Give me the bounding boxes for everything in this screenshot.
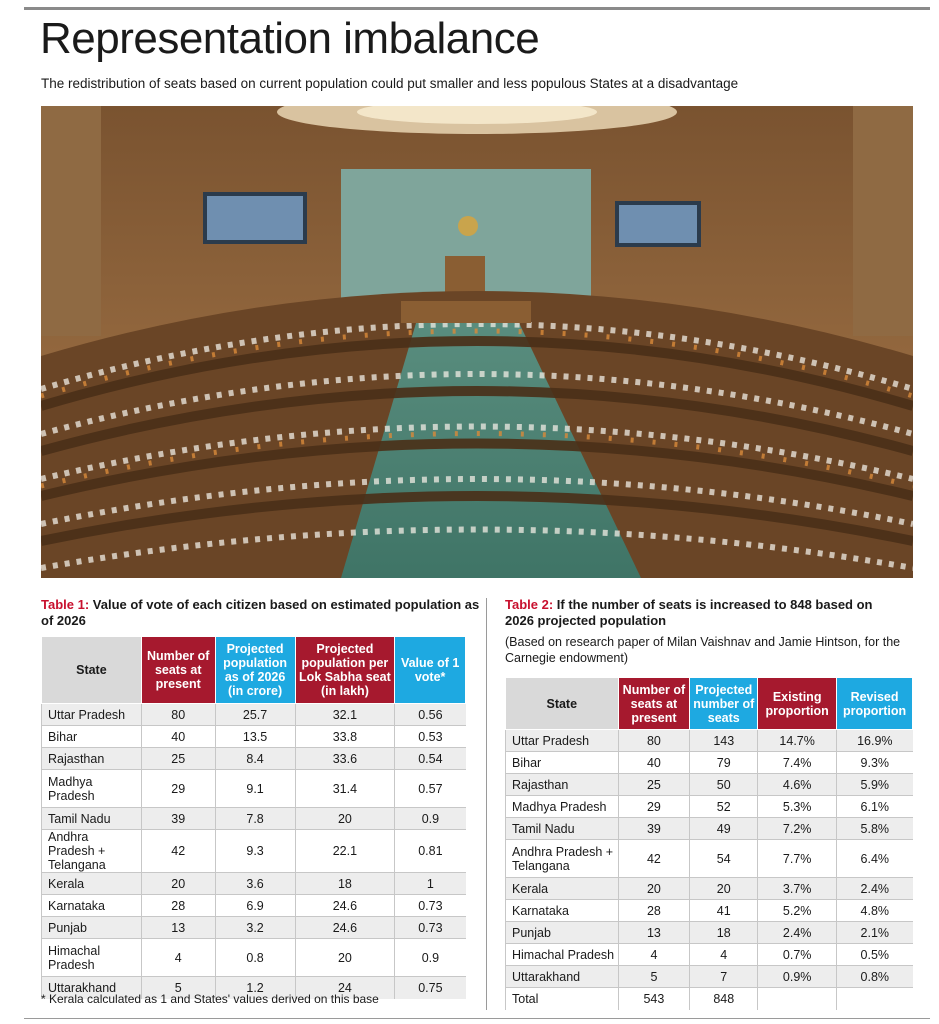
state-cell: Uttarakhand	[42, 977, 142, 999]
value-cell: 42	[618, 840, 690, 878]
value-cell: 0.73	[395, 895, 466, 917]
table-row	[42, 939, 466, 977]
state-cell: Tamil Nadu	[506, 818, 619, 840]
table-row	[506, 818, 913, 840]
value-cell: 848	[690, 988, 758, 1010]
value-cell: 6.1%	[837, 796, 913, 818]
value-cell: 5	[141, 977, 215, 999]
value-cell: 8.4	[215, 748, 295, 770]
table-row	[506, 796, 913, 818]
table-row	[506, 878, 913, 900]
table1-label: Table 1:	[41, 597, 90, 612]
value-cell: 7.8	[215, 808, 295, 830]
value-cell: 1	[395, 873, 466, 895]
value-cell: 32.1	[295, 704, 395, 726]
table1-header-per-seat: Projected population per Lok Sabha seat (in lakh)	[295, 637, 395, 704]
value-cell: 29	[618, 796, 690, 818]
state-cell: Uttar Pradesh	[42, 704, 142, 726]
table-row	[42, 873, 466, 895]
state-cell: Andhra Pradesh + Telangana	[506, 840, 619, 878]
table1-header-seats: Number of seats at present	[141, 637, 215, 704]
state-cell: Rajasthan	[42, 748, 142, 770]
value-cell: 9.3	[215, 830, 295, 873]
table-row	[506, 752, 913, 774]
value-cell: 4	[141, 939, 215, 977]
state-cell: Himachal Pradesh	[42, 939, 142, 977]
value-cell: 14.7%	[758, 730, 837, 752]
table-row	[42, 830, 466, 873]
value-cell: 0.56	[395, 704, 466, 726]
value-cell: 0.73	[395, 917, 466, 939]
value-cell: 7.2%	[758, 818, 837, 840]
value-cell: 0.5%	[837, 944, 913, 966]
page-subtitle: The redistribution of seats based on current population could put smaller and less populous States at a disadvantage	[41, 76, 739, 91]
value-cell: 4.8%	[837, 900, 913, 922]
value-cell: 28	[141, 895, 215, 917]
value-cell: 39	[141, 808, 215, 830]
value-cell: 0.81	[395, 830, 466, 873]
value-cell: 50	[690, 774, 758, 796]
value-cell: 143	[690, 730, 758, 752]
column-divider	[486, 598, 487, 1010]
top-rule	[24, 7, 930, 10]
value-cell: 22.1	[295, 830, 395, 873]
value-cell: 4.6%	[758, 774, 837, 796]
table-row	[42, 808, 466, 830]
value-cell: 25.7	[215, 704, 295, 726]
value-cell: 0.8%	[837, 966, 913, 988]
table2-label: Table 2:	[505, 597, 554, 612]
value-cell: 3.6	[215, 873, 295, 895]
value-cell: 3.7%	[758, 878, 837, 900]
value-cell: 42	[141, 830, 215, 873]
value-cell: 6.9	[215, 895, 295, 917]
table-row	[42, 748, 466, 770]
value-cell: 49	[690, 818, 758, 840]
table2-caption	[505, 597, 905, 629]
value-cell: 79	[690, 752, 758, 774]
state-cell: Tamil Nadu	[42, 808, 142, 830]
table2	[505, 677, 913, 1010]
value-cell: 31.4	[295, 770, 395, 808]
state-cell: Uttarakhand	[506, 966, 619, 988]
state-cell: Karnataka	[506, 900, 619, 922]
table2-header-revised: Revised proportion	[837, 678, 913, 730]
value-cell: 7.7%	[758, 840, 837, 878]
value-cell: 16.9%	[837, 730, 913, 752]
value-cell: 13.5	[215, 726, 295, 748]
value-cell: 0.57	[395, 770, 466, 808]
value-cell: 24.6	[295, 917, 395, 939]
value-cell: 6.4%	[837, 840, 913, 878]
page-title: Representation imbalance	[40, 14, 540, 63]
value-cell: 13	[141, 917, 215, 939]
value-cell: 9.3%	[837, 752, 913, 774]
state-cell: Karnataka	[42, 895, 142, 917]
state-cell: Andhra Pradesh + Telangana	[42, 830, 142, 873]
value-cell: 5.3%	[758, 796, 837, 818]
value-cell: 20	[690, 878, 758, 900]
state-cell: Madhya Pradesh	[506, 796, 619, 818]
value-cell: 24	[295, 977, 395, 999]
value-cell: 20	[295, 808, 395, 830]
value-cell: 52	[690, 796, 758, 818]
value-cell	[758, 988, 837, 1010]
value-cell: 33.6	[295, 748, 395, 770]
value-cell: 54	[690, 840, 758, 878]
value-cell: 18	[690, 922, 758, 944]
value-cell: 29	[141, 770, 215, 808]
value-cell: 9.1	[215, 770, 295, 808]
value-cell: 1.2	[215, 977, 295, 999]
value-cell: 543	[618, 988, 690, 1010]
value-cell: 0.9	[395, 808, 466, 830]
value-cell: 20	[295, 939, 395, 977]
table-row	[506, 900, 913, 922]
value-cell: 4	[690, 944, 758, 966]
value-cell: 41	[690, 900, 758, 922]
value-cell: 5.2%	[758, 900, 837, 922]
value-cell	[837, 988, 913, 1010]
value-cell: 5.9%	[837, 774, 913, 796]
value-cell: 4	[618, 944, 690, 966]
table-row	[42, 726, 466, 748]
value-cell: 28	[618, 900, 690, 922]
parliament-chamber-photo	[41, 106, 913, 578]
state-cell: Total	[506, 988, 619, 1010]
value-cell: 5	[618, 966, 690, 988]
value-cell: 25	[141, 748, 215, 770]
value-cell: 80	[618, 730, 690, 752]
state-cell: Madhya Pradesh	[42, 770, 142, 808]
state-cell: Kerala	[506, 878, 619, 900]
value-cell: 80	[141, 704, 215, 726]
table2-source-note: (Based on research paper of Milan Vaishnav and Jamie Hintson, for the Carnegie endowment)	[505, 635, 901, 665]
table1	[41, 636, 466, 999]
table2-caption-text: If the number of seats is increased to 848 based on 2026 projected population	[505, 597, 873, 628]
value-cell: 0.9%	[758, 966, 837, 988]
state-cell: Uttar Pradesh	[506, 730, 619, 752]
value-cell: 7	[690, 966, 758, 988]
table-row	[506, 966, 913, 988]
value-cell: 2.1%	[837, 922, 913, 944]
value-cell: 2.4%	[758, 922, 837, 944]
value-cell: 33.8	[295, 726, 395, 748]
value-cell: 0.53	[395, 726, 466, 748]
table2-header-projected-seats: Projected number of seats	[690, 678, 758, 730]
table1-caption	[41, 597, 481, 629]
table1-header-state: State	[42, 637, 142, 704]
value-cell: 0.9	[395, 939, 466, 977]
value-cell: 18	[295, 873, 395, 895]
table-row	[506, 774, 913, 796]
value-cell: 7.4%	[758, 752, 837, 774]
table-row	[506, 988, 913, 1010]
value-cell: 25	[618, 774, 690, 796]
value-cell: 2.4%	[837, 878, 913, 900]
value-cell: 40	[141, 726, 215, 748]
value-cell: 39	[618, 818, 690, 840]
value-cell: 40	[618, 752, 690, 774]
state-cell: Rajasthan	[506, 774, 619, 796]
value-cell: 5.8%	[837, 818, 913, 840]
table1-header-population: Projected population as of 2026 (in crore)	[215, 637, 295, 704]
value-cell: 0.54	[395, 748, 466, 770]
table-row	[42, 770, 466, 808]
table-row	[506, 730, 913, 752]
state-cell: Punjab	[506, 922, 619, 944]
state-cell: Bihar	[506, 752, 619, 774]
table1-footnote: * Kerala calculated as 1 and States' values derived on this base	[41, 992, 379, 1006]
state-cell: Bihar	[42, 726, 142, 748]
table-row	[506, 840, 913, 878]
table1-header-vote-value: Value of 1 vote*	[395, 637, 466, 704]
bottom-rule	[24, 1018, 930, 1019]
value-cell: 20	[141, 873, 215, 895]
value-cell: 24.6	[295, 895, 395, 917]
value-cell: 13	[618, 922, 690, 944]
value-cell: 0.8	[215, 939, 295, 977]
table-row	[42, 917, 466, 939]
value-cell: 20	[618, 878, 690, 900]
table2-header-existing: Existing proportion	[758, 678, 837, 730]
value-cell: 3.2	[215, 917, 295, 939]
state-cell: Kerala	[42, 873, 142, 895]
value-cell: 0.7%	[758, 944, 837, 966]
table-row	[506, 944, 913, 966]
table2-header-seats: Number of seats at present	[618, 678, 690, 730]
state-cell: Punjab	[42, 917, 142, 939]
state-cell: Himachal Pradesh	[506, 944, 619, 966]
value-cell: 0.75	[395, 977, 466, 999]
table-row	[42, 895, 466, 917]
table1-caption-text: Value of vote of each citizen based on estimated population as of 2026	[41, 597, 480, 628]
table-row	[506, 922, 913, 944]
table-row	[42, 704, 466, 726]
table2-header-state: State	[506, 678, 619, 730]
